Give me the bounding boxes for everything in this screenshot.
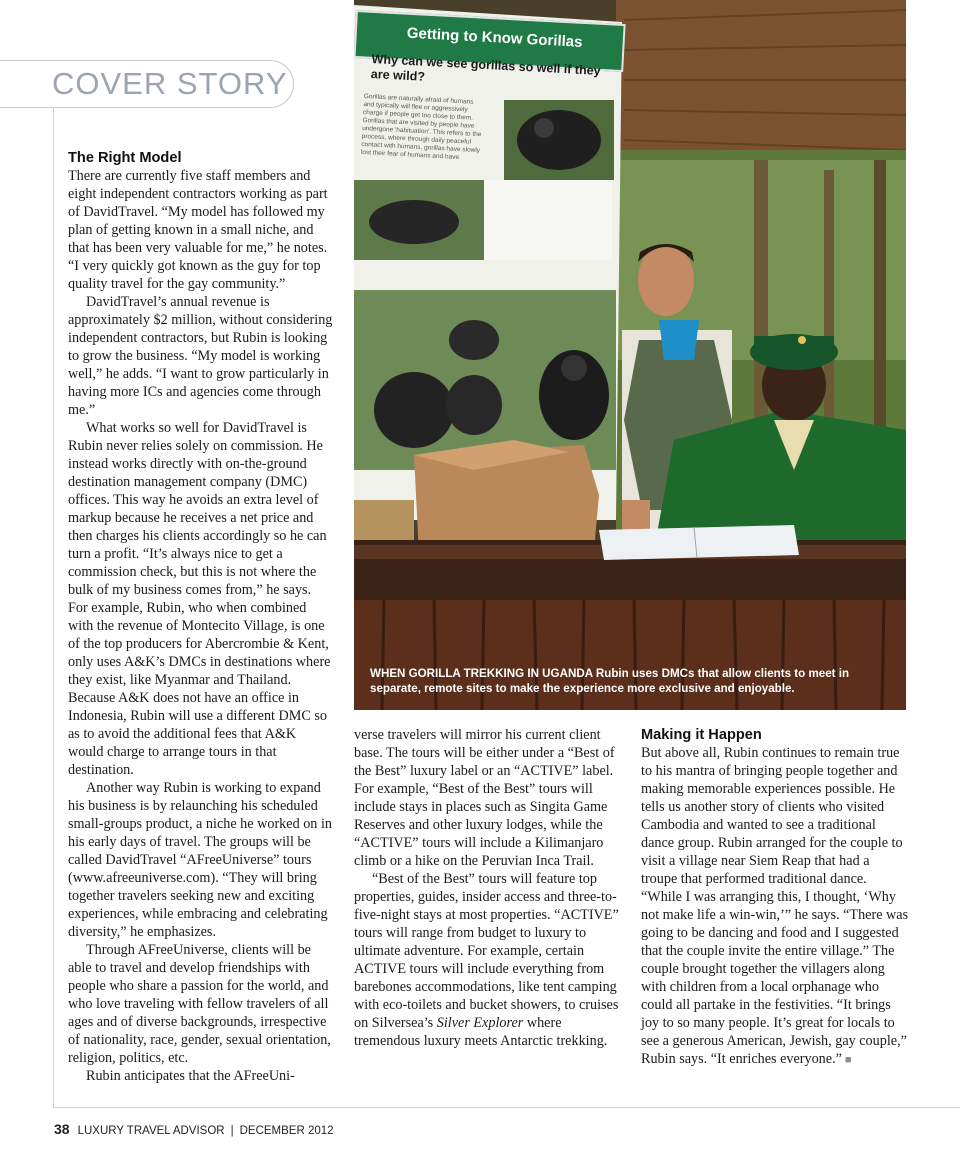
page-number: 38 (54, 1121, 70, 1137)
poster-text: Gorillas are naturally afraid of humans and typically will flee or aggressively charge if people get too close to them. Gorillas that are visited by people have undergone 'habituation'. This refers to the process, where through daily peaceful contact with humans, gorillas have slowly lost their fear of humans and have (360, 93, 482, 162)
ship-name: Silver Explorer (436, 1015, 524, 1031)
page-footer (54, 1121, 334, 1137)
section-heading: The Right Model (68, 150, 182, 166)
left-rule (53, 107, 54, 1107)
paragraph: DavidTravel’s annual revenue is approximately $2 million, without considering independent contractors, but Rubin is looking to grow the business. “My model is working well,” he adds. “I want to grow particularly in having more ICs and agencies come through me.” (68, 294, 333, 418)
article-column-2 (354, 726, 624, 1050)
end-mark-icon: ■ (844, 1054, 852, 1066)
paragraph: What works so well for DavidTravel is Rubin never relies solely on commission. He instead works directly with on-the-ground destination management company (DMC) offices. This way he avoids an extra level of markup because he receives a net price and then charges his clients accordingly so he can turn a profit. “It’s always nice to get a commission check, but this is not where the bulk of my business comes from,” he says. For example, Rubin, who when combined with the revenue of Montecito Village, is one of the top producers for Abercrombie & Kent, only uses A&K’s DMCs in destinations where they exist, like Myanmar and Thailand. Because A&K does not have an office in Indonesia, Rubin will use a different DMC so as to avoid the additional fees that A&K would charge to arrange tours in that destination. (68, 420, 331, 778)
paragraph-text: where tremendous luxury meets Antarctic trekking. (354, 1015, 608, 1049)
section-label: COVER STORY (52, 66, 288, 101)
paragraph: Through AFreeUniverse, clients will be able to travel and develop friendships with people who share a passion for the world, and who love traveling with fellow travelers of all ages and of diverse backgrounds, irrespective of nationality, race, gender, sexual orientation, religion, politics, etc. (68, 942, 331, 1066)
paragraph-text: But above all, Rubin continues to remain true to his mantra of bringing people together and making memorable experiences possible. He tells us another story of clients who visited Cambodia and wanted to see a traditional dance group. Rubin arranged for the couple to visit a village near Siem Reap that had a troupe that performed traditional dance. “While I was arranging this, I thought, ‘Why not make life a win-win,’” he says. “There was going to be dancing and food and I suggested that the couple invite the entire village.” The couple brought together the villagers along with children from a local orphanage who could all partake in the festivities. “It brings joy to so many people. It’s great for locals to see a generous American, Jewish, gay couple,” Rubin says. “It enriches everyone.” (641, 745, 909, 1067)
article-column-3 (641, 726, 909, 1069)
issue-date: DECEMBER 2012 (239, 1125, 334, 1137)
footer-separator: | (230, 1125, 234, 1137)
gorilla-trekking-photo (354, 0, 906, 710)
article-column-1 (68, 149, 334, 1085)
paragraph (354, 870, 624, 1050)
paragraph: Rubin anticipates that the AFreeUni- (86, 1068, 295, 1084)
poster-question: Why can we see gorillas so well if they are wild? (370, 52, 601, 84)
caption-text: Rubin uses DMCs that allow clients to meet in separate, remote sites to make the experience more exclusive and enjoyable. (370, 667, 850, 695)
caption-lead: WHEN GORILLA TREKKING IN UGANDA (370, 667, 593, 680)
paragraph: There are currently five staff members and eight independent contractors working as part of DavidTravel. “My model has followed my plan of getting known in a small niche, and that has been very valuable for me,” he notes. “I very quickly got known as the guy for top quality travel for the gay community.” (68, 168, 328, 292)
photo-caption (370, 666, 890, 696)
paragraph-text: “Best of the Best” tours will feature top properties, guides, insider access and three-to-five-night stays at most properties. “ACTIVE” tours will range from budget to luxury to ultimate adventure. For example, certain ACTIVE tours will include everything from barebones accommodations, like tent camping with eco-toilets and bucket showers, to cruises on Silversea’s (354, 871, 619, 1031)
publication-name: LUXURY TRAVEL ADVISOR (77, 1125, 225, 1137)
paragraph (641, 744, 909, 1069)
section-heading: Making it Happen (641, 727, 762, 743)
poster-title: Getting to Know Gorillas (406, 24, 583, 51)
bottom-rule (53, 1107, 960, 1108)
paragraph: verse travelers will mirror his current client base. The tours will be either under a “Best of the Best” luxury label or an “ACTIVE” label. For example, “Best of the Best” tours will include stays in places such as Singita Game Reserves and other luxury lodges, while the “ACTIVE” tours will include a Kilimanjaro climb or a hike on the Peruvian Inca Trail. (354, 727, 615, 869)
paragraph: Another way Rubin is working to expand his business is by relaunching his scheduled small-groups product, a niche he worked on in his early days of travel. The groups will be called DavidTravel “AFreeUniverse” tours (www.afreeuniverse.com). “They will bring together travelers seeking new and exciting experiences, while embracing and celebrating diversity,” he emphasizes. (68, 780, 332, 940)
